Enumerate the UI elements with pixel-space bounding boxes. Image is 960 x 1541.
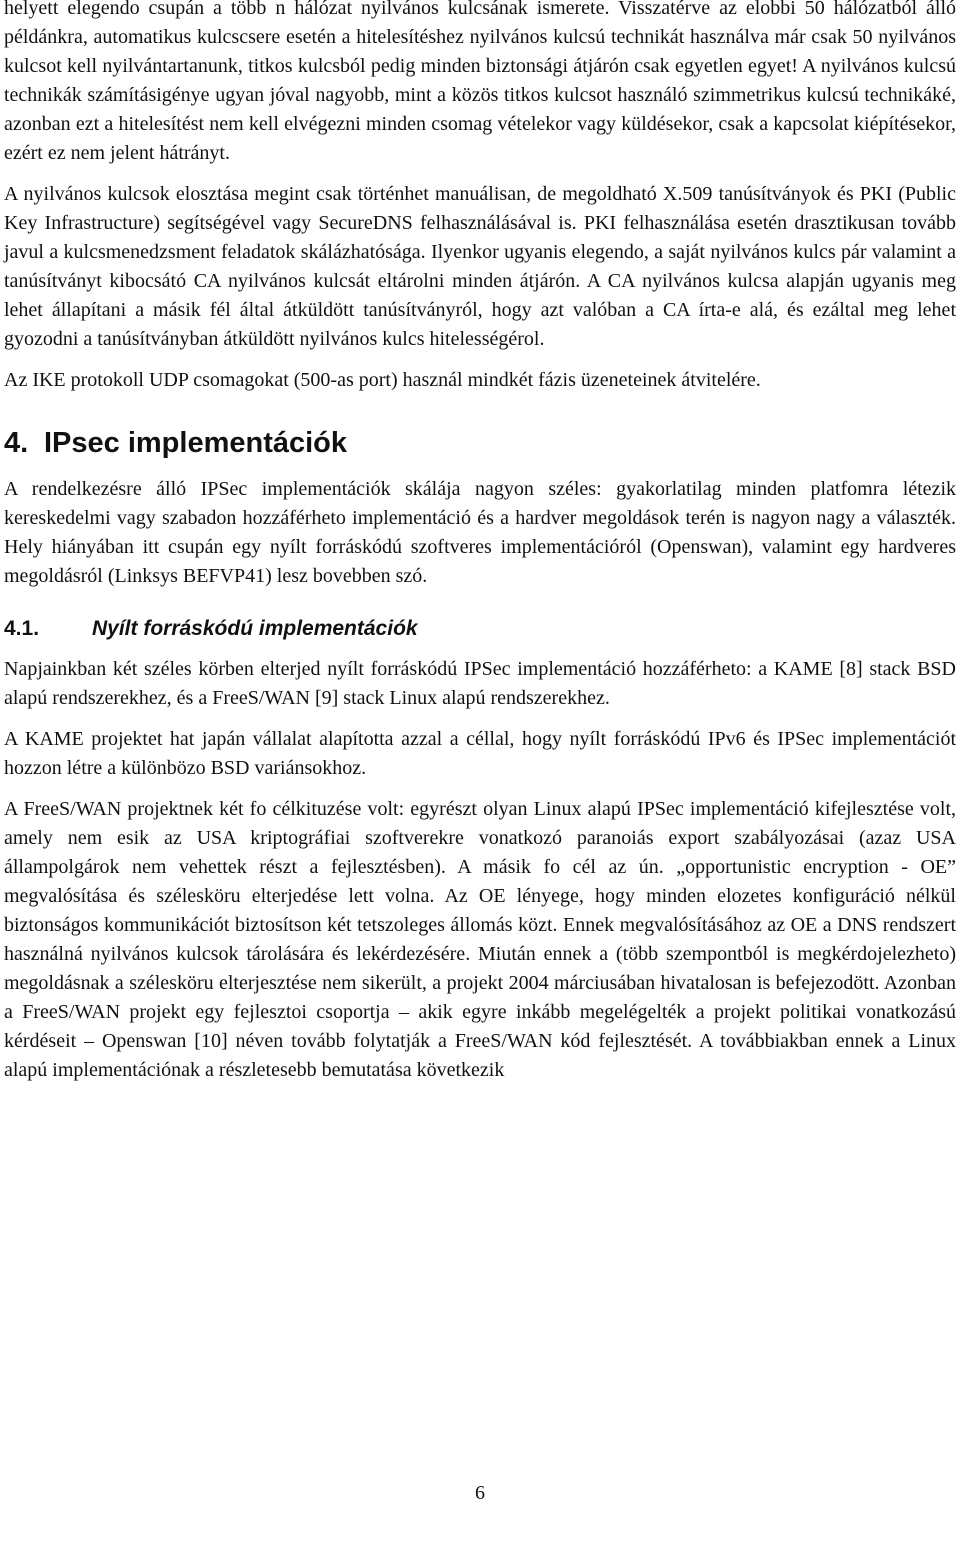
paragraph-kame-project: A KAME projektet hat japán vállalat alapította azzal a céllal, hogy nyílt forráskódú IPv6 és IPSec implementációt hozzon létre a különbözo BSD variánsokhoz. [4,728,956,779]
subsection-number: 4.1. [4,617,40,640]
paragraph-public-key-distribution: A nyilvános kulcsok elosztása megint csak történhet manuálisan, de megoldható X.509 tanúsítványok és PKI (Public Key Infrastructure) segítségével vagy SecureDNS felhasználásával is. PKI felhasználása esetén drasztikusan tovább javul a kulcsmenedzsment feladatok skálázhatósága. Ilyenkor ugyanis elegendo, a saját nyilvános kulcs pár valamint a tanúsítványt kibocsátó CA nyilvános kulcsát eltárolni minden átjárón. A CA nyilvános kulcsa alapján ugyanis meg lehet állapítani a másik fél által átküldött tanúsítványról, hogy azt valóban a CA írta-e alá, és ezáltal meg lehet gyozodni a tanúsítványban átküldött nyilvános kulcs hitelességérol. [4,183,956,350]
page-number: 6 [475,1482,485,1504]
subsection-heading-4-1 [4,615,956,643]
section-number: 4. [4,427,29,459]
section-title: IPsec implementációk [44,427,348,459]
document-page [4,0,956,1097]
paragraph-kame-freeswan-intro: Napjainkban két széles körben elterjed nyílt forráskódú IPSec implementáció hozzáférheto: a KAME [8] stack BSD alapú rendszerekhez, és a FreeS/WAN [9] stack Linux alapú rendszerekhez. [4,658,956,709]
subsection-title: Nyílt forráskódú implementációk [92,617,418,640]
paragraph-freeswan-project: A FreeS/WAN projektnek két fo célkituzése volt: egyrészt olyan Linux alapú IPSec implementáció kifejlesztése volt, amely nem esik az USA kriptográfiai szoftverekre vonatkozó paranoiás export szabályozásai (azaz USA állampolgárok nem vehettek részt a fejlesztésben). A másik fo cél az ún. „opportunistic encryption - OE” megvalósítása és szélesköru elterjedése lett volna. Az OE lényege, hogy minden elozetes konfiguráció nélkül biztonságos kommunikációt biztosítson két tetszoleges állomás közt. Ennek megvalósításához az OE a DNS rendszert használná nyilvános kulcsok tárolására és lekérdezésére. Miután ennek a (több szempontból is megkérdojelezheto) megoldásnak a szélesköru elterjesztése nem sikerült, a projekt 2004 márciusában hivatalosan is befejezodött. Azonban a FreeS/WAN projekt egy fejlesztoi csoportja – akik egyre inkább megelégelték a projekt politikai vonatkozású kérdéseit – Openswan [10] néven tovább folytatják a FreeS/WAN kód fejlesztését. A továbbiakban ennek a Linux alapú implementációnak a részletesebb bemutatása következik [4,798,956,1081]
paragraph-implementations-overview: A rendelkezésre álló IPSec implementációk skálája nagyon széles: gyakorlatilag minden platfomra létezik kereskedelmi vagy szabadon hozzáférheto implementáció és a hardver megoldások terén is nagyon nagy a választék. Hely hiányában itt csupán egy nyílt forráskódú szoftveres implementációról (Openswan), valamint egy hardveres megoldásról (Linksys BEFVP41) lesz bovebben szó. [4,478,956,587]
section-heading-4 [4,425,956,461]
paragraph-key-management: helyett elegendo csupán a több n hálózat nyilvános kulcsának ismerete. Visszatérve az elobbi 50 hálózatból álló példánkra, automatikus kulcscsere esetén a hitelesítéshez nyilvános kulcsú technikát használva már csak 50 nyilvános kulcsot kell nyilvántartanunk, titkos kulcsból pedig minden biztonsági átjárón csak egyetlen egyet! A nyilvános kulcsú technikák számításigénye ugyan jóval nagyobb, mint a közös titkos kulcsot használó szimmetrikus kulcsú technikáké, azonban ezt a hitelesítést nem kell elvégezni minden csomag vételekor vagy küldésekor, csak a kapcsolat kiépítésekor, ezért ez nem jelent hátrányt. [4,0,956,164]
paragraph-ike-udp: Az IKE protokoll UDP csomagokat (500-as port) használ mindkét fázis üzeneteinek átvitelére. [4,369,761,391]
